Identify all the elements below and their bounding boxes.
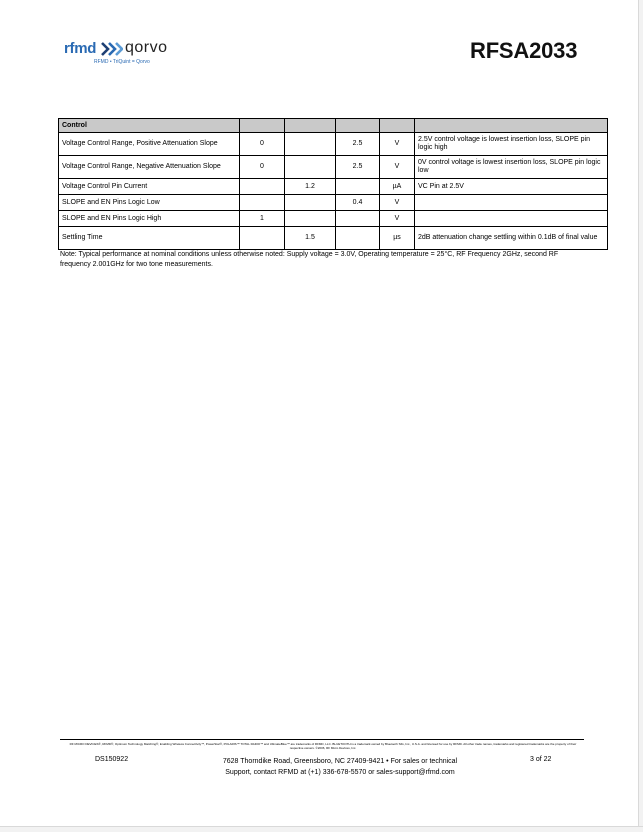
typ-cell: 1.5 [285, 227, 336, 250]
table-row [59, 179, 608, 195]
logo-rfmd-text: rfmd [64, 40, 97, 57]
control-spec-table [58, 118, 608, 250]
page-edge-right [638, 0, 643, 831]
part-number-title: RFSA2033 [470, 38, 578, 63]
min-cell [240, 227, 285, 250]
param-cell: Settling Time [59, 227, 240, 250]
min-cell [240, 179, 285, 195]
min-cell [240, 195, 285, 211]
table-row [59, 156, 608, 179]
typ-cell [285, 195, 336, 211]
company-logo [64, 40, 194, 70]
param-cell: SLOPE and EN Pins Logic Low [59, 195, 240, 211]
footer-doc-id: DS150922 [95, 756, 129, 763]
min-cell: 1 [240, 211, 285, 227]
max-cell: 2.5 [336, 156, 380, 179]
unit-cell: V [380, 195, 415, 211]
footer-address [190, 756, 490, 778]
condition-cell: 2dB attenuation change settling within 0.1dB of final value [415, 227, 608, 250]
max-cell: 2.5 [336, 133, 380, 156]
typ-cell [285, 133, 336, 156]
typ-cell [285, 211, 336, 227]
condition-cell: 0V control voltage is lowest insertion loss, SLOPE pin logic low [415, 156, 608, 179]
page-edge-bottom [0, 826, 643, 832]
logo-qorvo-text: qorvo [125, 39, 168, 56]
performance-note: Note: Typical performance at nominal conditions unless otherwise noted: Supply voltage = 3.0V, Operating temperature = 25°C, RF Frequency 2GHz, second RF frequency 2.001GHz for two tone measurements. [60, 251, 559, 268]
condition-cell: VC Pin at 2.5V [415, 179, 608, 195]
param-cell: Voltage Control Range, Positive Attenuation Slope [59, 133, 240, 156]
condition-cell: 2.5V control voltage is lowest insertion loss, SLOPE pin logic high [415, 133, 608, 156]
max-cell [336, 211, 380, 227]
unit-cell: µA [380, 179, 415, 195]
condition-cell [415, 211, 608, 227]
max-cell: 0.4 [336, 195, 380, 211]
footer-address-line2: Support, contact RFMD at (+1) 336-678-5570 or sales-support@rfmd.com [225, 769, 455, 776]
chevron-logo-icon [101, 42, 123, 56]
unit-cell: V [380, 211, 415, 227]
min-cell: 0 [240, 133, 285, 156]
param-cell: Voltage Control Range, Negative Attenuation Slope [59, 156, 240, 179]
footer-divider [60, 739, 584, 740]
footer-page-number: 3 of 22 [530, 756, 552, 763]
table-row [59, 133, 608, 156]
unit-cell: V [380, 156, 415, 179]
logo-tagline: RFMD • TriQuint = Qorvo [94, 59, 150, 65]
footer-address-line1: 7628 Thorndike Road, Greensboro, NC 27409-9421 • For sales or technical [222, 758, 458, 765]
typ-cell: 1.2 [285, 179, 336, 195]
unit-cell: µs [380, 227, 415, 250]
typ-cell [285, 156, 336, 179]
condition-cell [415, 195, 608, 211]
max-cell [336, 179, 380, 195]
min-cell: 0 [240, 156, 285, 179]
table-row [59, 211, 608, 227]
unit-cell: V [380, 133, 415, 156]
max-cell [336, 227, 380, 250]
table-header-row [59, 119, 608, 133]
section-title-cell: Control [59, 119, 240, 133]
table-row [59, 195, 608, 211]
param-cell: Voltage Control Pin Current [59, 179, 240, 195]
param-cell: SLOPE and EN Pins Logic High [59, 211, 240, 227]
footer-legal-text: RF MICRO DEVICES®, RFMD®, Optimum Technology Matching®, Enabling Wireless Connectivity™, PowerStar®, POLARIS™ TOTAL RADIO™ and UltimateBlue™ are trademarks of RFMD, LLC. BLUETOOTH is a trademark owned by Bluetooth SIG, Inc., U.S.A. and licensed for use by RFMD. All other trade names, trademarks and registered trademarks are the property of their respective owners. ©2006, RF Micro Devices, Inc. [69, 742, 577, 750]
table-row [59, 227, 608, 250]
